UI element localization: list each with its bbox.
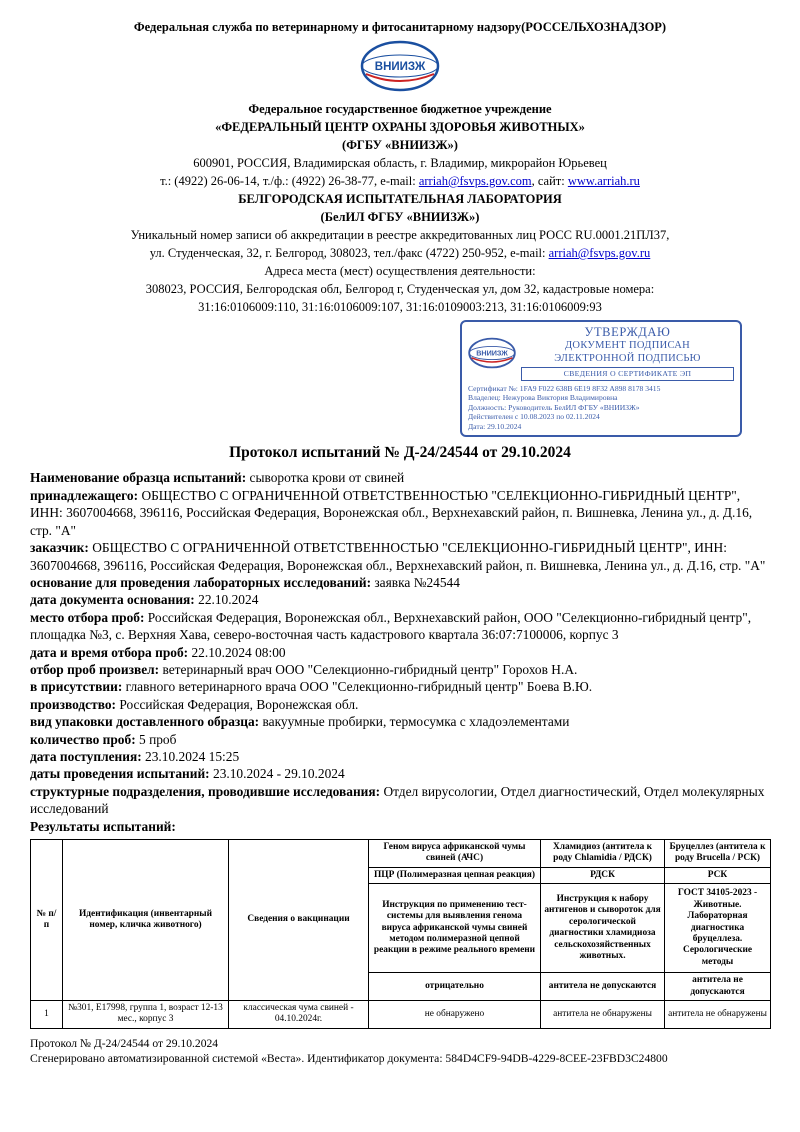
vniizh-logo-icon (360, 40, 440, 92)
field-value: сыворотка крови от свиней (249, 470, 405, 486)
th-norm-brucella: антитела не допускаются (665, 973, 771, 1001)
field-label: количество проб: (30, 731, 136, 747)
field-customer (30, 539, 770, 574)
stamp-cert-header: СВЕДЕНИЯ О СЕРТИФИКАТЕ ЭП (521, 367, 734, 381)
header-cadastral-numbers: 31:16:0106009:110, 31:16:0106009:107, 31:16:0109003:213, 31:16:0106009:93 (198, 300, 602, 314)
th-norm-chlamydia: антитела не допускаются (541, 973, 665, 1001)
th-standard-chlamydia: Инструкция к набору антигенов и сывороток для серологической диагностики хламидиоза сельскохозяйственных животных. (541, 884, 665, 973)
header-lab-name: БЕЛГОРОДСКАЯ ИСПЫТАТЕЛЬНАЯ ЛАБОРАТОРИЯ (238, 192, 562, 206)
header-activity-address: 308023, РОССИЯ, Белгородская обл, Белгород г, Студенческая ул, дом 32, кадастровые номера: (145, 282, 655, 296)
email-link-lab[interactable]: arriah@fsvps.gov.ru (548, 246, 651, 260)
field-label: место отбора проб: (30, 609, 145, 625)
header-org-abbr: (ФГБУ «ВНИИЗЖ») (342, 138, 458, 152)
field-value: ОБЩЕСТВО С ОГРАНИЧЕННОЙ ОТВЕТСТВЕННОСТЬЮ "СЕЛЕКЦИОННО-ГИБРИДНЫЙ ЦЕНТР", ИНН: 3607004668, 396116, Российская Федерация, Воронежская обл., Верхнехавский район, п. Вишневка, Ленина ул., д. Д.16, стр. "А" (30, 540, 766, 573)
field-label: принадлежащего: (30, 487, 139, 503)
field-label: основание для проведения лабораторных исследований: (30, 574, 372, 590)
field-label: дата поступления: (30, 748, 142, 764)
cell-row-number: 1 (31, 1001, 63, 1029)
th-norm-asf: отрицательно (369, 973, 541, 1001)
field-label: заказчик: (30, 540, 89, 556)
signature-stamp (460, 320, 742, 437)
field-sample-count (30, 731, 770, 748)
cell-result-chlamydia: антитела не обнаружены (541, 1001, 665, 1029)
field-value: ветеринарный врач ООО "Селекционно-гибридный центр" Горохов Н.А. (162, 661, 578, 677)
stamp-cert-number: Сертификат №: 1FA9 F022 638B 6E19 8F32 A898 8178 3415 (468, 383, 661, 393)
field-label: Результаты испытаний: (30, 818, 176, 834)
th-identification: Идентификация (инвентарный номер, кличка животного) (63, 840, 229, 1001)
field-receipt-date (30, 748, 770, 765)
document-title: Протокол испытаний № Д-24/24544 от 29.10.2024 (229, 444, 571, 462)
stamp-signed-line2: ЭЛЕКТРОННОЙ ПОДПИСЬЮ (554, 352, 701, 364)
header-org-address: 600901, РОССИЯ, Владимирская область, г. Владимир, микрорайон Юрьевец (193, 156, 607, 170)
cell-result-asf: не обнаружено (369, 1001, 541, 1029)
field-label: структурные подразделения, проводившие исследования: (30, 783, 381, 799)
svg-text:ВНИИЗЖ: ВНИИЗЖ (476, 348, 508, 358)
stamp-approve-label: УТВЕРЖДАЮ (584, 325, 671, 339)
stamp-cert-validity: Действителен с 10.08.2023 по 02.11.2024 (468, 412, 600, 422)
field-sampling-datetime (30, 644, 770, 661)
stamp-cert-owner: Владелец: Нежурова Виктория Владимировна (468, 393, 618, 403)
vniizh-logo (30, 40, 770, 97)
field-sampled-by (30, 661, 770, 678)
footer-generated: Сгенерировано автоматизированной системой «Веста». Идентификатор документа: 584D4CF9-94DB-4229-8CEE-23FBD3C24800 (30, 1051, 668, 1065)
field-sampling-place (30, 609, 770, 644)
email-link-main[interactable]: arriah@fsvps.gov.com (418, 174, 532, 188)
field-value: ОБЩЕСТВО С ОГРАНИЧЕННОЙ ОТВЕТСТВЕННОСТЬЮ "СЕЛЕКЦИОННО-ГИБРИДНЫЙ ЦЕНТР", ИНН: 3607004668, 396116, Российская Федерация, Воронежская обл., Верхнехавский район, п. Вишневка, Ленина ул., д. Д.16, стр. "А" (30, 487, 753, 538)
th-standard-asf: Инструкция по применению тест-системы для выявления генома вируса африканской чумы свиней методом полимеразной цепной реакции в режиме реального времени (369, 884, 541, 973)
th-test-name-asf: Геном вируса африканской чумы свиней (АЧС) (369, 840, 541, 868)
field-value: Отдел вирусологии, Отдел диагностический, Отдел молекулярных исследований (30, 783, 765, 817)
field-owner (30, 487, 770, 539)
field-value: 23.10.2024 15:25 (145, 748, 240, 764)
field-value: 23.10.2024 - 29.10.2024 (213, 766, 345, 782)
th-method-chlamydia: РДСК (541, 867, 665, 883)
field-value: 22.10.2024 08:00 (191, 644, 286, 660)
field-value: главного ветеринарного врача ООО "Селекционно-гибридный центр" Боева В.Ю. (125, 679, 593, 695)
field-departments (30, 783, 770, 818)
th-test-name-brucella: Бруцеллез (антитела к роду Brucella / РСК) (665, 840, 771, 868)
header-lab-contacts-text: ул. Студенческая, 32, г. Белгород, 308023, тел./факс (4722) 250-952, e-mail: (149, 246, 549, 260)
header-agency: Федеральная служба по ветеринарному и фитосанитарному надзору(РОССЕЛЬХОЗНАДЗОР) (133, 20, 667, 34)
th-method-asf: ПЦР (Полимеразная цепная реакция) (369, 867, 541, 883)
header-site-sep: , сайт: (531, 174, 568, 188)
field-label: дата и время отбора проб: (30, 644, 189, 660)
svg-text:ВНИИЗЖ: ВНИИЗЖ (374, 61, 426, 73)
stamp-cert-position: Должность: Руководитель БелИЛ ФГБУ «ВНИИЗЖ» (468, 402, 640, 412)
document-footer (30, 1036, 770, 1066)
header-org-type: Федеральное государственное бюджетное учреждение (248, 102, 552, 116)
field-label: Наименование образца испытаний: (30, 470, 247, 486)
field-label: даты проведения испытаний: (30, 766, 210, 782)
field-basis-date (30, 591, 770, 608)
document-fields (30, 469, 770, 835)
field-value: заявка №24544 (374, 574, 460, 590)
stamp-cert-date: Дата: 29.10.2024 (468, 421, 522, 431)
field-value: Российская Федерация, Воронежская обл. (119, 696, 359, 712)
cell-identification: №301, Е17998, группа 1, возраст 12-13 мес., корпус 3 (63, 1001, 229, 1029)
field-label: вид упаковки доставленного образца: (30, 714, 260, 730)
header-contacts-text: т.: (4922) 26-06-14, т./ф.: (4922) 26-38-77, e-mail: (160, 174, 419, 188)
stamp-logo-icon (468, 337, 516, 369)
th-vaccination: Сведения о вакцинации (229, 840, 369, 1001)
field-value: 22.10.2024 (198, 592, 259, 608)
cell-result-brucella: антитела не обнаружены (665, 1001, 771, 1029)
th-test-name-chlamydia: Хламидиоз (антитела к роду Chlamidia / РДСК) (541, 840, 665, 868)
footer-protocol-ref: Протокол № Д-24/24544 от 29.10.2024 (30, 1036, 219, 1050)
table-row (31, 1001, 771, 1029)
header-contacts (30, 172, 770, 190)
site-link[interactable]: www.arriah.ru (567, 174, 640, 188)
field-in-presence-of (30, 678, 770, 695)
cell-vaccination: классическая чума свиней - 04.10.2024г. (229, 1001, 369, 1029)
header-lab-contacts (30, 244, 770, 262)
field-production (30, 696, 770, 713)
field-test-dates (30, 765, 770, 782)
header-accreditation: Уникальный номер записи об аккредитации в реестре аккредитованных лиц РОСС RU.0001.21ПЛ37, (130, 228, 670, 242)
th-method-brucella: РСК (665, 867, 771, 883)
field-label: отбор проб произвел: (30, 661, 160, 677)
stamp-signed-line1: ДОКУМЕНТ ПОДПИСАН (564, 340, 691, 351)
field-label: в присутствии: (30, 679, 123, 695)
field-value: вакуумные пробирки, термосумка с хладоэлементами (262, 714, 570, 730)
field-label: дата документа основания: (30, 592, 195, 608)
th-standard-brucella: ГОСТ 34105-2023 - Животные. Лабораторная диагностика бруцеллеза. Серологические методы (665, 884, 771, 973)
field-value: 5 проб (139, 731, 177, 747)
results-table (30, 839, 771, 1029)
header-activity-label: Адреса места (мест) осуществления деятельности: (264, 264, 536, 278)
header-lab-abbr: (БелИЛ ФГБУ «ВНИИЗЖ») (320, 210, 480, 224)
results-heading (30, 818, 770, 835)
field-packaging (30, 713, 770, 730)
field-basis (30, 574, 770, 591)
field-sample-name (30, 469, 770, 486)
field-value: Российская Федерация, Воронежская обл., Верхнехавский район, ООО "Селекционно-гибридный центр", площадка №3, с. Верхняя Хава, северо-восточная часть кадастрового квартала 36:07:7100006, корпус 3 (30, 609, 752, 643)
th-row-number: № п/п (31, 840, 63, 1001)
header-org-name: «ФЕДЕРАЛЬНЫЙ ЦЕНТР ОХРАНЫ ЗДОРОВЬЯ ЖИВОТНЫХ» (215, 120, 585, 134)
field-label: производство: (30, 696, 116, 712)
